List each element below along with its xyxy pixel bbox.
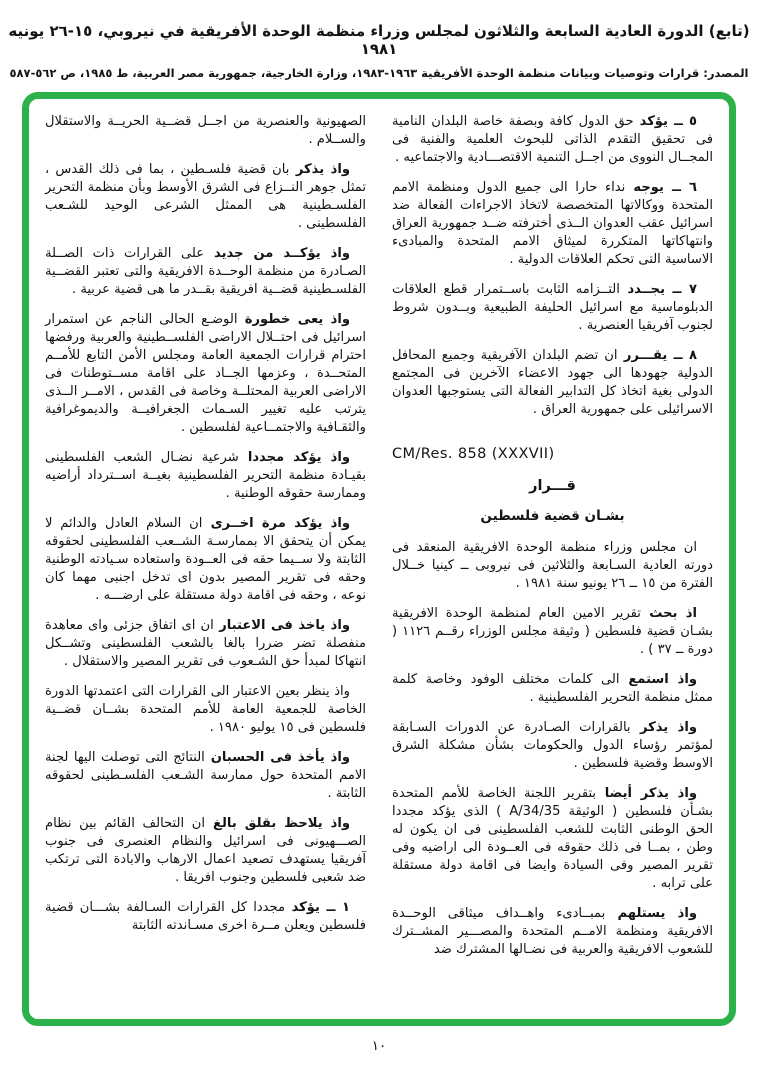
paragraph xyxy=(392,347,713,419)
paragraph xyxy=(45,899,366,935)
paragraph xyxy=(45,749,366,803)
paragraph xyxy=(45,311,366,437)
two-column-layout xyxy=(45,113,713,971)
paragraph-text: نداء حارا الى جميع الدول ومنظمة الامم المتحدة ووكالاتها المتخصصة لاتخاذ الاجراءات الفعالة ضد اسرائيل عقب العدوان الــذى أخترفته ضــد جمهورية العراق وانتهاكاتها المتكررة لميثاق الامم المتحدة والمبادىء الاساسية التى تحكم العلاقات الدولية . xyxy=(392,180,713,267)
paragraph-lead: واذ يذكر xyxy=(289,162,350,177)
paragraph xyxy=(392,477,713,495)
left-column xyxy=(45,113,366,971)
paragraph-text: النتائج التى توصلت اليها لجنة الامم المتحدة حول ممارسة الشـعب الفلسـطينى لحقوقه الثابتة . xyxy=(45,750,366,801)
paragraph-lead: واذ يستلهم xyxy=(605,906,697,921)
paragraph-lead: ٥ ــ يؤكد xyxy=(633,114,697,129)
header-session-title: (تابع) الدورة العادية السابعة والثلاثون لمجلس وزراء منظمة الوحدة الأفريقية في نيروبي، ١٥-٢٦ يونيه ١٩٨١ xyxy=(8,22,750,58)
paragraph-text: الصهيونية والعنصرية من اجــل قضــية الحريــة والاستقلال والســلام . xyxy=(45,114,366,147)
paragraph xyxy=(45,245,366,299)
paragraph-text: على القرارات ذات الصــلة الصـادرة من منظمة الوحــدة الافريقية والتى تعتبر القضــية الفلسـطينية قضــية افريقية بقــدر ما هى قضية عربية . xyxy=(45,246,366,297)
paragraph-text: بمبــادىء واهــداف ميثاقى الوحــدة الافريقية ومنظمة الامــم المتحدة والمصـــير المشــترك للشعوب الافريقية والعربية فى نضـالها المشترك ضد xyxy=(392,906,713,957)
paragraph-lead: واذ يذكر xyxy=(630,720,697,735)
paragraph-text: ان السلام العادل والدائم لا يمكن أن يتحقق الا بممارسـة الشــعب الفلسطينى لحقوقه الثابتة ولا ســيما حقه فى العــودة واستعاده سـيادته الوطنية وحقه فى تقرير المصير بدون اى تدخل اجنبى مهما كان نوعه ، وحقه فى اقامة دولة مستقلة على ارضـــه . xyxy=(45,516,366,603)
paragraph xyxy=(392,539,713,593)
paragraph-lead: واذ يذكر أيضا xyxy=(596,786,697,801)
paragraph-lead: واذ يؤكد مرة اخــرى xyxy=(202,516,350,531)
header-source-citation: المصدر: قرارات وتوصيات وبيانات منظمة الوحدة الأفريقية ١٩٦٣-١٩٨٣، وزارة الخارجية، جمهورية مصر العربية، ط ١٩٨٥، ص ٥٦٢-٥٨٧ xyxy=(9,66,749,80)
paragraph-lead: واذ يلاحظ بقلق بالغ xyxy=(205,816,350,831)
page-header xyxy=(0,0,758,80)
paragraph-lead: واذ استمع xyxy=(619,672,697,687)
page-number: ١٠ xyxy=(371,1038,387,1054)
paragraph-text: واذ ينظر بعين الاعتبار الى القرارات التى اعتمدتها الدورة الخاصة للجمعية العامة للأمم المتحدة بشــان قضــية فلسطين فى ١٥ يوليو ١٩٨٠ . xyxy=(45,684,366,735)
paragraph-lead: ٦ ــ يوجه xyxy=(625,180,697,195)
paragraph xyxy=(392,507,713,525)
paragraph-text: بشـان قضية فلسطين xyxy=(480,508,625,524)
paragraph-lead: ١ ــ يؤكد xyxy=(285,900,350,915)
right-column xyxy=(392,113,713,971)
paragraph xyxy=(45,515,366,605)
paragraph-lead: واذ يؤكــد من جديد xyxy=(204,246,350,261)
paragraph-lead: اذ بحث xyxy=(640,606,697,621)
paragraph-text: مجددا كل القرارات السـالفة بشـــان قضية فلسطين ويعلن مــرة اخرى مسـاندته الثابتة xyxy=(45,900,366,933)
paragraph-text: CM/Res. 858 (XXXVII) xyxy=(392,446,555,462)
content-frame xyxy=(22,92,736,1026)
paragraph-text: التــزامه الثابت باســتمرار قطع العلاقات الدبلوماسية مع اسرائيل الحليفة الطبيعية وبــدون شروط لجنوب آفريقيا العنصرية . xyxy=(392,282,713,333)
paragraph-lead: واذ يعى خطورة xyxy=(237,312,350,327)
paragraph xyxy=(392,113,713,167)
paragraph-text: بالقرارات الصـادرة عن الدورات السـابقة لمؤتمر رؤساء الدول والحكومات بشأن مشكلة الشرق الاوسط وقضية فلسطين . xyxy=(392,720,713,771)
paragraph-lead: ٨ ــ يقـــرر xyxy=(617,348,697,363)
paragraph-text: تقرير الامين العام لمنظمة الوحدة الافريقية بشـان قضية فلسطين ( وثيقة مجلس الوزراء رقــم ١١٢٦ ( دورة ــ ٣٧ ) . xyxy=(392,606,713,657)
paragraph xyxy=(45,815,366,887)
paragraph xyxy=(392,605,713,659)
paragraph-text: ان اى اتفاق جزئى واى معاهدة منفصلة تضر ضررا بالغا بالشعب الفلسطينى وتشــكل انتهاكا لمبدأ حق الشـعوب فى تقرير المصير والاستقلال . xyxy=(45,618,366,669)
paragraph-text: شرعية نضـال الشعب الفلسطينى بقيـادة منظمة التحرير الفلسطينية بغيــة اســترداد أراضيه وممارسة حقوقه الوطنية . xyxy=(45,450,366,501)
paragraph xyxy=(45,113,366,149)
paragraph xyxy=(45,617,366,671)
paragraph xyxy=(392,281,713,335)
paragraph xyxy=(392,719,713,773)
paragraph-lead: ٧ ــ يجــدد xyxy=(619,282,697,297)
paragraph xyxy=(392,671,713,707)
paragraph xyxy=(392,905,713,959)
paragraph-lead: واذ يؤكد مجددا xyxy=(238,450,350,465)
paragraph-text: بان قضية فلسـطين ، بما فى ذلك القدس ، تمثل جوهر النــزاع فى الشرق الأوسط وبأن منظمة التحرير الفلسـطينية هى الممثل الشرعى الوحيد للشـعب الفلسطينى . xyxy=(45,162,366,231)
paragraph-lead: واذ ياخذ فى الاعتبار xyxy=(213,618,350,633)
paragraph-lead: واذ يأخذ فى الحسبان xyxy=(204,750,350,765)
paragraph xyxy=(45,449,366,503)
paragraph-text: ان تضم البلدان الآفريقية وجميع المحافل الدولية جهودها الى جهود الاعضاء الآخرين فى المجتمع الدولى بغية اتخاذ كل التدابير الفعالة التى يستوجبها العدوان الاسرائيلى على جمهورية العراق . xyxy=(392,348,713,417)
paragraph xyxy=(392,445,713,463)
paragraph-text: الى كلمات مختلف الوفود وخاصة كلمة ممثل منظمة التحرير الفلسطينية . xyxy=(392,672,713,705)
paragraph-text: قـــرار xyxy=(529,478,576,494)
paragraph-text: الوضـع الحالى الناجم عن استمرار اسرائيل فى احتــلال الاراضى الفلســطينية والعربية ورفضها احترام قرارات الجمعية العامة ومجلس الأمن التابع للأمــم المتحــدة ، وعزمها الجــاد على اقامة مســتوطنات فى الاراضى العربية المحتلــة وخاصة فى القدس ، الامــر الــذى يترتب عليه تغيير السـمات الجغرافيــة والديموغرافية والثقـافية والاجتمــاعية لفلسطين . xyxy=(45,312,366,435)
paragraph-text: بتقرير اللجنة الخاصة للأمم المتحدة بشـأن فلسطين ( الوثيقة A/34/35 ) الذى يؤكد مجددا الحق الوطنى الثابت للشعب الفلسطينى فى ان يكون له وطن ، بمــا فى ذلك حقوقه فى العــودة الى اراضيه وفى تقرير المصير وفى السيادة وايضا فى اقامة دولة مستقلة على ترابه . xyxy=(392,786,713,891)
paragraph xyxy=(392,785,713,893)
paragraph-text: حق الدول كافة وبصفة خاصة البلدان النامية فى تحقيق التقدم الذاتى للبحوث العلمية والفنية فى المجــال النووى من اجــل التنمية الاقتصـــادية والاجتماعيه . xyxy=(392,114,713,165)
paragraph-text: ان التحالف القائم بين نظام الصـــهيونى فى اسرائيل والنظام العنصرى فى جنوب آفريقيا يستهدف تصعيد اعمال الارهاب والابادة التى ترتكب ضد شعبى فلسطين وجنوب افريقا . xyxy=(45,816,366,885)
paragraph xyxy=(45,161,366,233)
paragraph-text: ان مجلس وزراء منظمة الوحدة الافريقية المنعقد فى دورته العادية السـابعة والثلاثين فى نيروبى ــ كينيا خــلال الفترة من ١٥ ــ ٢٦ يونيو سنة ١٩٨١ . xyxy=(392,540,713,591)
paragraph xyxy=(392,179,713,269)
paragraph xyxy=(45,683,366,737)
